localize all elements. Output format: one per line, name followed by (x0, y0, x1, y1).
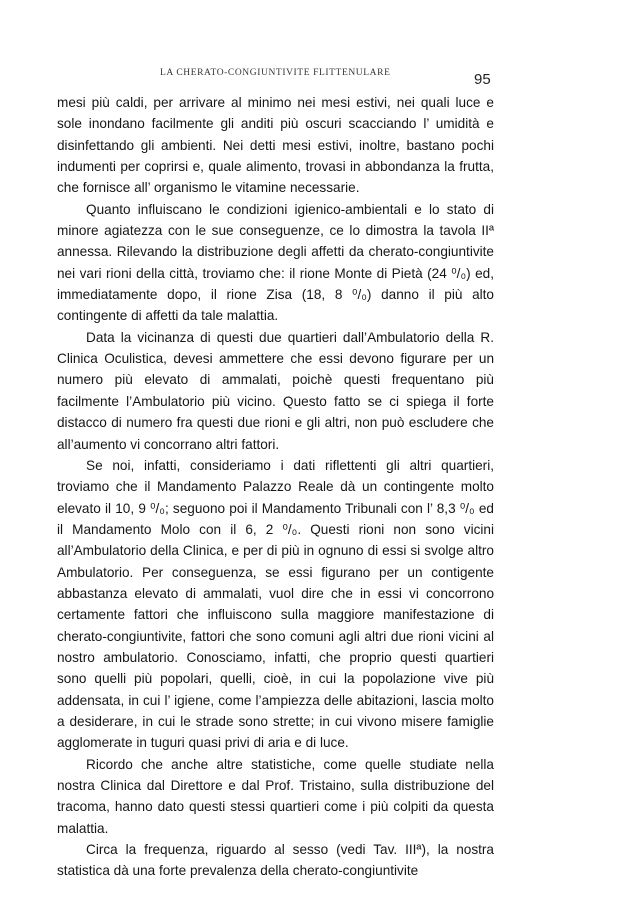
page-number: 95 (474, 71, 491, 88)
running-title: LA CHERATO-CONGIUNTIVITE FLITTENULARE (160, 68, 391, 78)
body-text (57, 92, 494, 882)
paragraph: Se noi, infatti, consideriamo i dati riflettenti gli altri quartieri, troviamo che il Mandamento Palazzo Reale dà un contingente molto elevato il 10, 9 ⁰/₀; seguono poi il Mandamento Tribunali con l’ 8,3 ⁰/₀ ed il Mandamento Molo con il 6, 2 ⁰/₀. Questi rioni non sono vicini all’Ambulatorio della Clinica, e per di più in ognuno di essi si svolge altro Ambulatorio. Per conseguenza, se essi figurano per un contigente abbastanza elevato di ammalati, vuol dire che in essi vi concorrono certamente fattori che influiscono sulla maggiore manifestazione di cherato-congiuntivite, fattori che sono comuni agli altri due rioni vicini al nostro ambulatorio. Conosciamo, infatti, che proprio questi quartieri sono quelli più popolari, quelli, cioè, in cui la popolazione vive più addensata, in cui l’ igiene, come l’ampiezza delle abitazioni, lascia molto a desiderare, in cui le strade sono strette; in cui vivono misere famiglie agglomerate in tuguri quasi privi di aria e di luce. (57, 457, 494, 751)
paragraph: Ricordo che anche altre statistiche, come quelle studiate nella nostra Clinica dal Direttore e dal Prof. Tristaino, sulla distribuzione del tracoma, hanno dato questi stessi quartieri come i più colpiti da questa malattia. (57, 756, 494, 836)
paragraph: Data la vicinanza di questi due quartieri dall’Ambulatorio della R. Clinica Oculistica, devesi ammettere che essi devono figurare per un numero più elevato di ammalati, poichè questi frequentano più facilmente l’Ambulatorio più vicino. Questo fatto se ci spiega il forte distacco di numero fra questi due rioni e gli altri, non può escludere che all’aumento vi concorrano altri fattori. (57, 329, 494, 452)
paragraph: mesi più caldi, per arrivare al minimo nei mesi estivi, nei quali luce e sole inondano facilmente gli anditi più oscuri scacciando l’ umidità e disinfettando gli ambienti. Nei detti mesi estivi, inoltre, bastano pochi indumenti per coprirsi e, quale alimento, trovasi in abbondanza la frutta, che fornisce all’ organismo le vitamine necessarie. (57, 95, 494, 196)
paragraph: Quanto influiscano le condizioni igienico-ambientali e lo stato di minore agiatezza con le sue conseguenze, ce lo dimostra la tavola IIª annessa. Rilevando la distribuzione degli affetti da cherato-congiuntivite nei vari rioni della città, troviamo che: il rione Monte di Pietà (24 ⁰/₀) ed, immediatamente dopo, il rione Zisa (18, 8 ⁰/₀) danno il più alto contingente di affetti da tale malattia. (57, 201, 494, 324)
paragraph: Circa la frequenza, riguardo al sesso (vedi Tav. IIIª), la nostra statistica dà una forte prevalenza della cherato-congiuntivite (57, 842, 494, 879)
